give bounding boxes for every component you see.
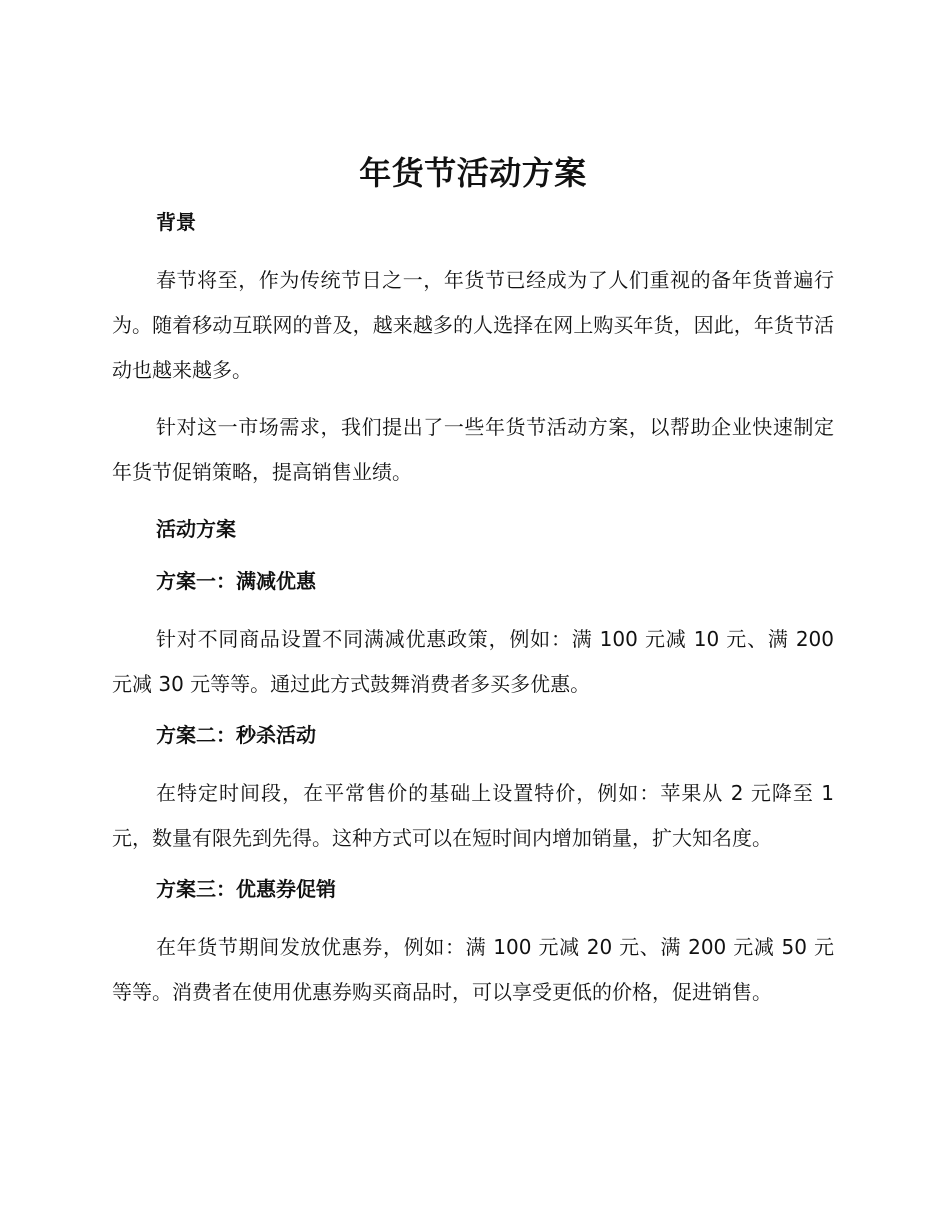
section-heading: 活动方案 [156,517,236,541]
section-heading: 背景 [156,210,196,234]
section-background [112,206,834,495]
paragraph: 针对这一市场需求，我们提出了一些年货节活动方案，以帮助企业快速制定年货节促销策略，提高销售业绩。 [112,415,834,484]
section-plan-two [112,719,834,861]
document-content [112,150,834,1027]
section-plan-one [112,565,834,707]
section-plan-three [112,873,834,1015]
section-heading: 方案三：优惠券促销 [156,877,336,901]
paragraph: 在年货节期间发放优惠券，例如：满 100 元减 20 元、满 200 元减 50 元等等。消费者在使用优惠券购买商品时，可以享受更低的价格，促进销售。 [112,935,834,1004]
paragraph: 针对不同商品设置不同满减优惠政策，例如：满 100 元减 10 元、满 200 元减 30 元等等。通过此方式鼓舞消费者多买多优惠。 [112,627,834,696]
paragraph: 在特定时间段，在平常售价的基础上设置特价，例如：苹果从 2 元降至 1 元，数量有限先到先得。这种方式可以在短时间内增加销量，扩大知名度。 [112,781,834,850]
section-heading: 方案一：满减优惠 [156,569,316,593]
section-activity-plan [112,513,834,545]
paragraph: 春节将至，作为传统节日之一，年货节已经成为了人们重视的备年货普遍行为。随着移动互联网的普及，越来越多的人选择在网上购买年货，因此，年货节活动也越来越多。 [112,268,834,382]
section-heading: 方案二：秒杀活动 [156,723,316,747]
document-title: 年货节活动方案 [359,154,587,192]
